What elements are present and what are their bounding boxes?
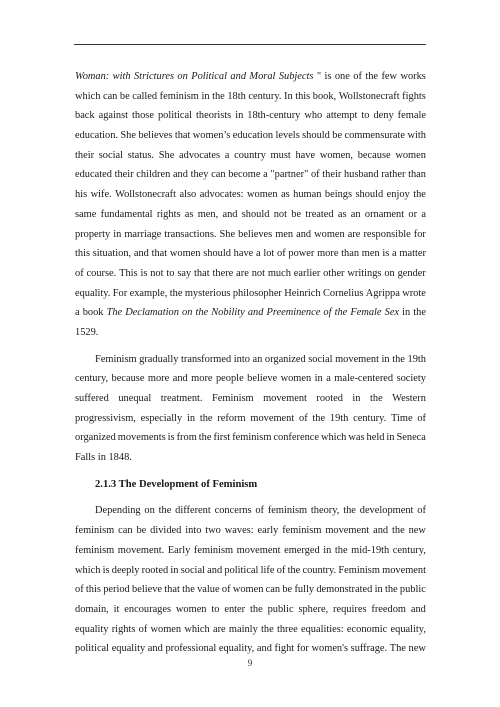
paragraph [75, 501, 426, 659]
text-line: which can be called feminism in the 18th century. In this book, Wollstonecraft fights [75, 90, 426, 102]
text-line: progressivism, especially in the reform movement of the 19th century. Time of [75, 412, 426, 424]
text-line: organized movements is from the first feminism conference which was held in Seneca [75, 432, 426, 444]
text-line: Feminism gradually transformed into an organized social movement in the 19th [95, 353, 426, 365]
text-line: property in marriage transactions. She believes men and women are responsible for [75, 228, 426, 240]
section-heading: 2.1.3 The Development of Feminism [95, 478, 258, 490]
text-line: same fundamental rights as men, and should not be treated as an ornament or a [75, 208, 426, 220]
page-body [75, 67, 426, 659]
text-line: his wife. Wollstonecraft also advocates: women as human beings should enjoy the [75, 189, 426, 201]
text-line: back against those political theorists in 18th-century who attempt to deny female [75, 110, 426, 122]
text-line: 1529. [75, 326, 99, 338]
text-line: political equality and professional equality, and fight for women's suffrage. The new [75, 643, 426, 655]
text-line: this situation, and that women should have a lot of power more than men is a matter [75, 248, 426, 260]
text-line: which is deeply rooted in social and political life of the country. Feminism movement [75, 564, 426, 576]
text-line: equality. For example, the mysterious philosopher Heinrich Cornelius Agrippa wrote [75, 287, 426, 299]
text-line: domain, it encourages women to enter the public sphere, requires freedom and [75, 603, 426, 615]
text-line: equality rights of women which are mainly the three equalities: economic equality, [75, 623, 426, 635]
text-line: Falls in 1848. [75, 452, 132, 464]
text-line: education. She believes that women’s education levels should be commensurate with [75, 130, 426, 142]
text-line: suffered unequal treatment. Feminism movement rooted in the Western [75, 393, 426, 404]
text-line: century, because more and more people believe women in a male-centered society [75, 373, 426, 385]
text-line: Woman: with Strictures on Political and Moral Subjects " is one of the few works [75, 71, 426, 82]
text-line: educated their children and they can become a "partner" of their husband rather than [75, 169, 426, 181]
text-line: their social status. She advocates a country must have women, because women [75, 149, 426, 161]
text-line: of this period believe that the value of women can be fully demonstrated in the public [75, 584, 426, 596]
text-line: Depending on the different concerns of feminism theory, the development of [95, 505, 426, 517]
header-rule [74, 44, 426, 45]
paragraph [75, 67, 426, 343]
text-line: of course. This is not to say that there are not much earlier other writings on gender [75, 267, 426, 279]
page-number: 9 [247, 658, 253, 668]
text-line: feminism can be divided into two waves: early feminism movement and the new [75, 525, 426, 537]
paragraph [75, 350, 426, 468]
text-line: feminism movement. Early feminism movement emerged in the mid-19th century, [75, 544, 426, 556]
text-line: a book The Declamation on the Nobility and Preeminence of the Female Sex in the [75, 307, 426, 319]
